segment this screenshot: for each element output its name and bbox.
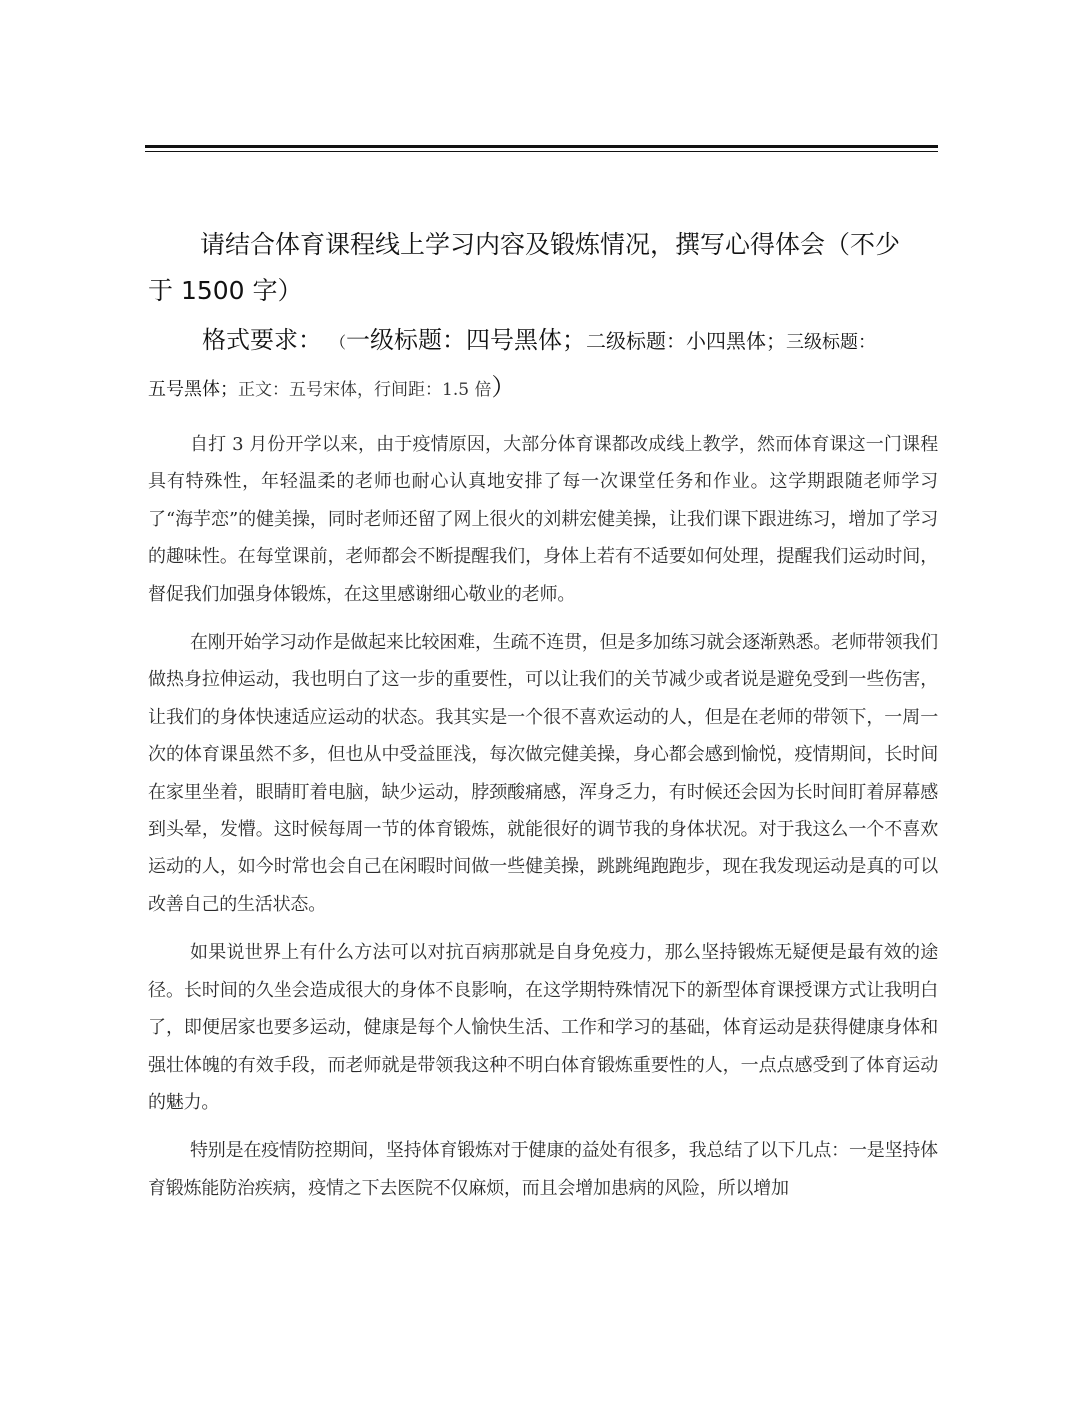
document-body [148,222,938,1207]
format-level3: 三级标题： [786,332,877,353]
paragraph-1: 自打 3 月份开学以来，由于疫情原因，大部分体育课都改成线上教学，然而体育课这一门课程具有特殊性，年轻温柔的老师也耐心认真地安排了每一次课堂任务和作业。这学期跟随老师学习了“海芋恋”的健美操，同时老师还留了网上很火的刘耕宏健美操，让我们课下跟进练习，增加了学习的趣味性。在每堂课前，老师都会不断提醒我们，身体上若有不适要如何处理，提醒我们运动时间，督促我们加强身体锻炼，在这里感谢细心敬业的老师。 [148,434,938,605]
format-body: 正文：五号宋体， [238,380,374,400]
assignment-title-line1: 请结合体育课程线上学习内容及锻炼情况，撰写心得体会（不少 [200,230,901,259]
format-level3-value: 五号黑体； [148,379,238,400]
format-level2: 二级标题：小四黑体； [586,329,787,353]
assignment-title-line2: 于 1500 字） [148,276,303,305]
paragraph-4: 特别是在疫情防控期间，坚持体育锻炼对于健康的益处有很多，我总结了以下几点：一是坚持体育锻炼能防治疾病，疫情之下去医院不仅麻烦，而且会增加患病的风险，所以增加 [148,1140,938,1199]
format-requirements [148,318,938,412]
format-close-paren: ） [491,373,516,401]
paragraph-3: 如果说世界上有什么方法可以对抗百病那就是自身免疫力，那么坚持锻炼无疑便是最有效的途径。长时间的久坐会造成很大的身体不良影响，在这学期特殊情况下的新型体育课授课方式让我明白了，即便居家也要多运动，健康是每个人愉快生活、工作和学习的基础，体育运动是获得健康身体和强壮体魄的有效手段，而老师就是带领我这种不明白体育锻炼重要性的人，一点点感受到了体育运动的魅力。 [148,942,938,1113]
header-rule [145,145,938,148]
format-spacing: 行间距：1.5 倍 [374,380,492,400]
header-rule-thin [145,151,938,152]
format-open-paren: （ [338,333,347,352]
format-level1: 一级标题：四号黑体； [346,326,587,354]
assignment-title [148,222,938,314]
format-lead: 格式要求： [202,326,322,354]
paragraph-2: 在刚开始学习动作是做起来比较困难，生疏不连贯，但是多加练习就会逐渐熟悉。老师带领我们做热身拉伸运动，我也明白了这一步的重要性，可以让我们的关节减少或者说是避免受到一些伤害，让我们的身体快速适应运动的状态。我其实是一个很不喜欢运动的人，但是在老师的带领下，一周一次的体育课虽然不多，但也从中受益匪浅，每次做完健美操，身心都会感到愉悦，疫情期间，长时间在家里坐着，眼睛盯着电脑，缺少运动，脖颈酸痛感，浑身乏力，有时候还会因为长时间盯着屏幕感到头晕，发懵。这时候每周一节的体育锻炼，就能很好的调节我的身体状况。对于我这么一个不喜欢运动的人，如今时常也会自己在闲暇时间做一些健美操，跳跳绳跑跑步，现在我发现运动是真的可以改善自己的生活状态。 [148,632,938,915]
